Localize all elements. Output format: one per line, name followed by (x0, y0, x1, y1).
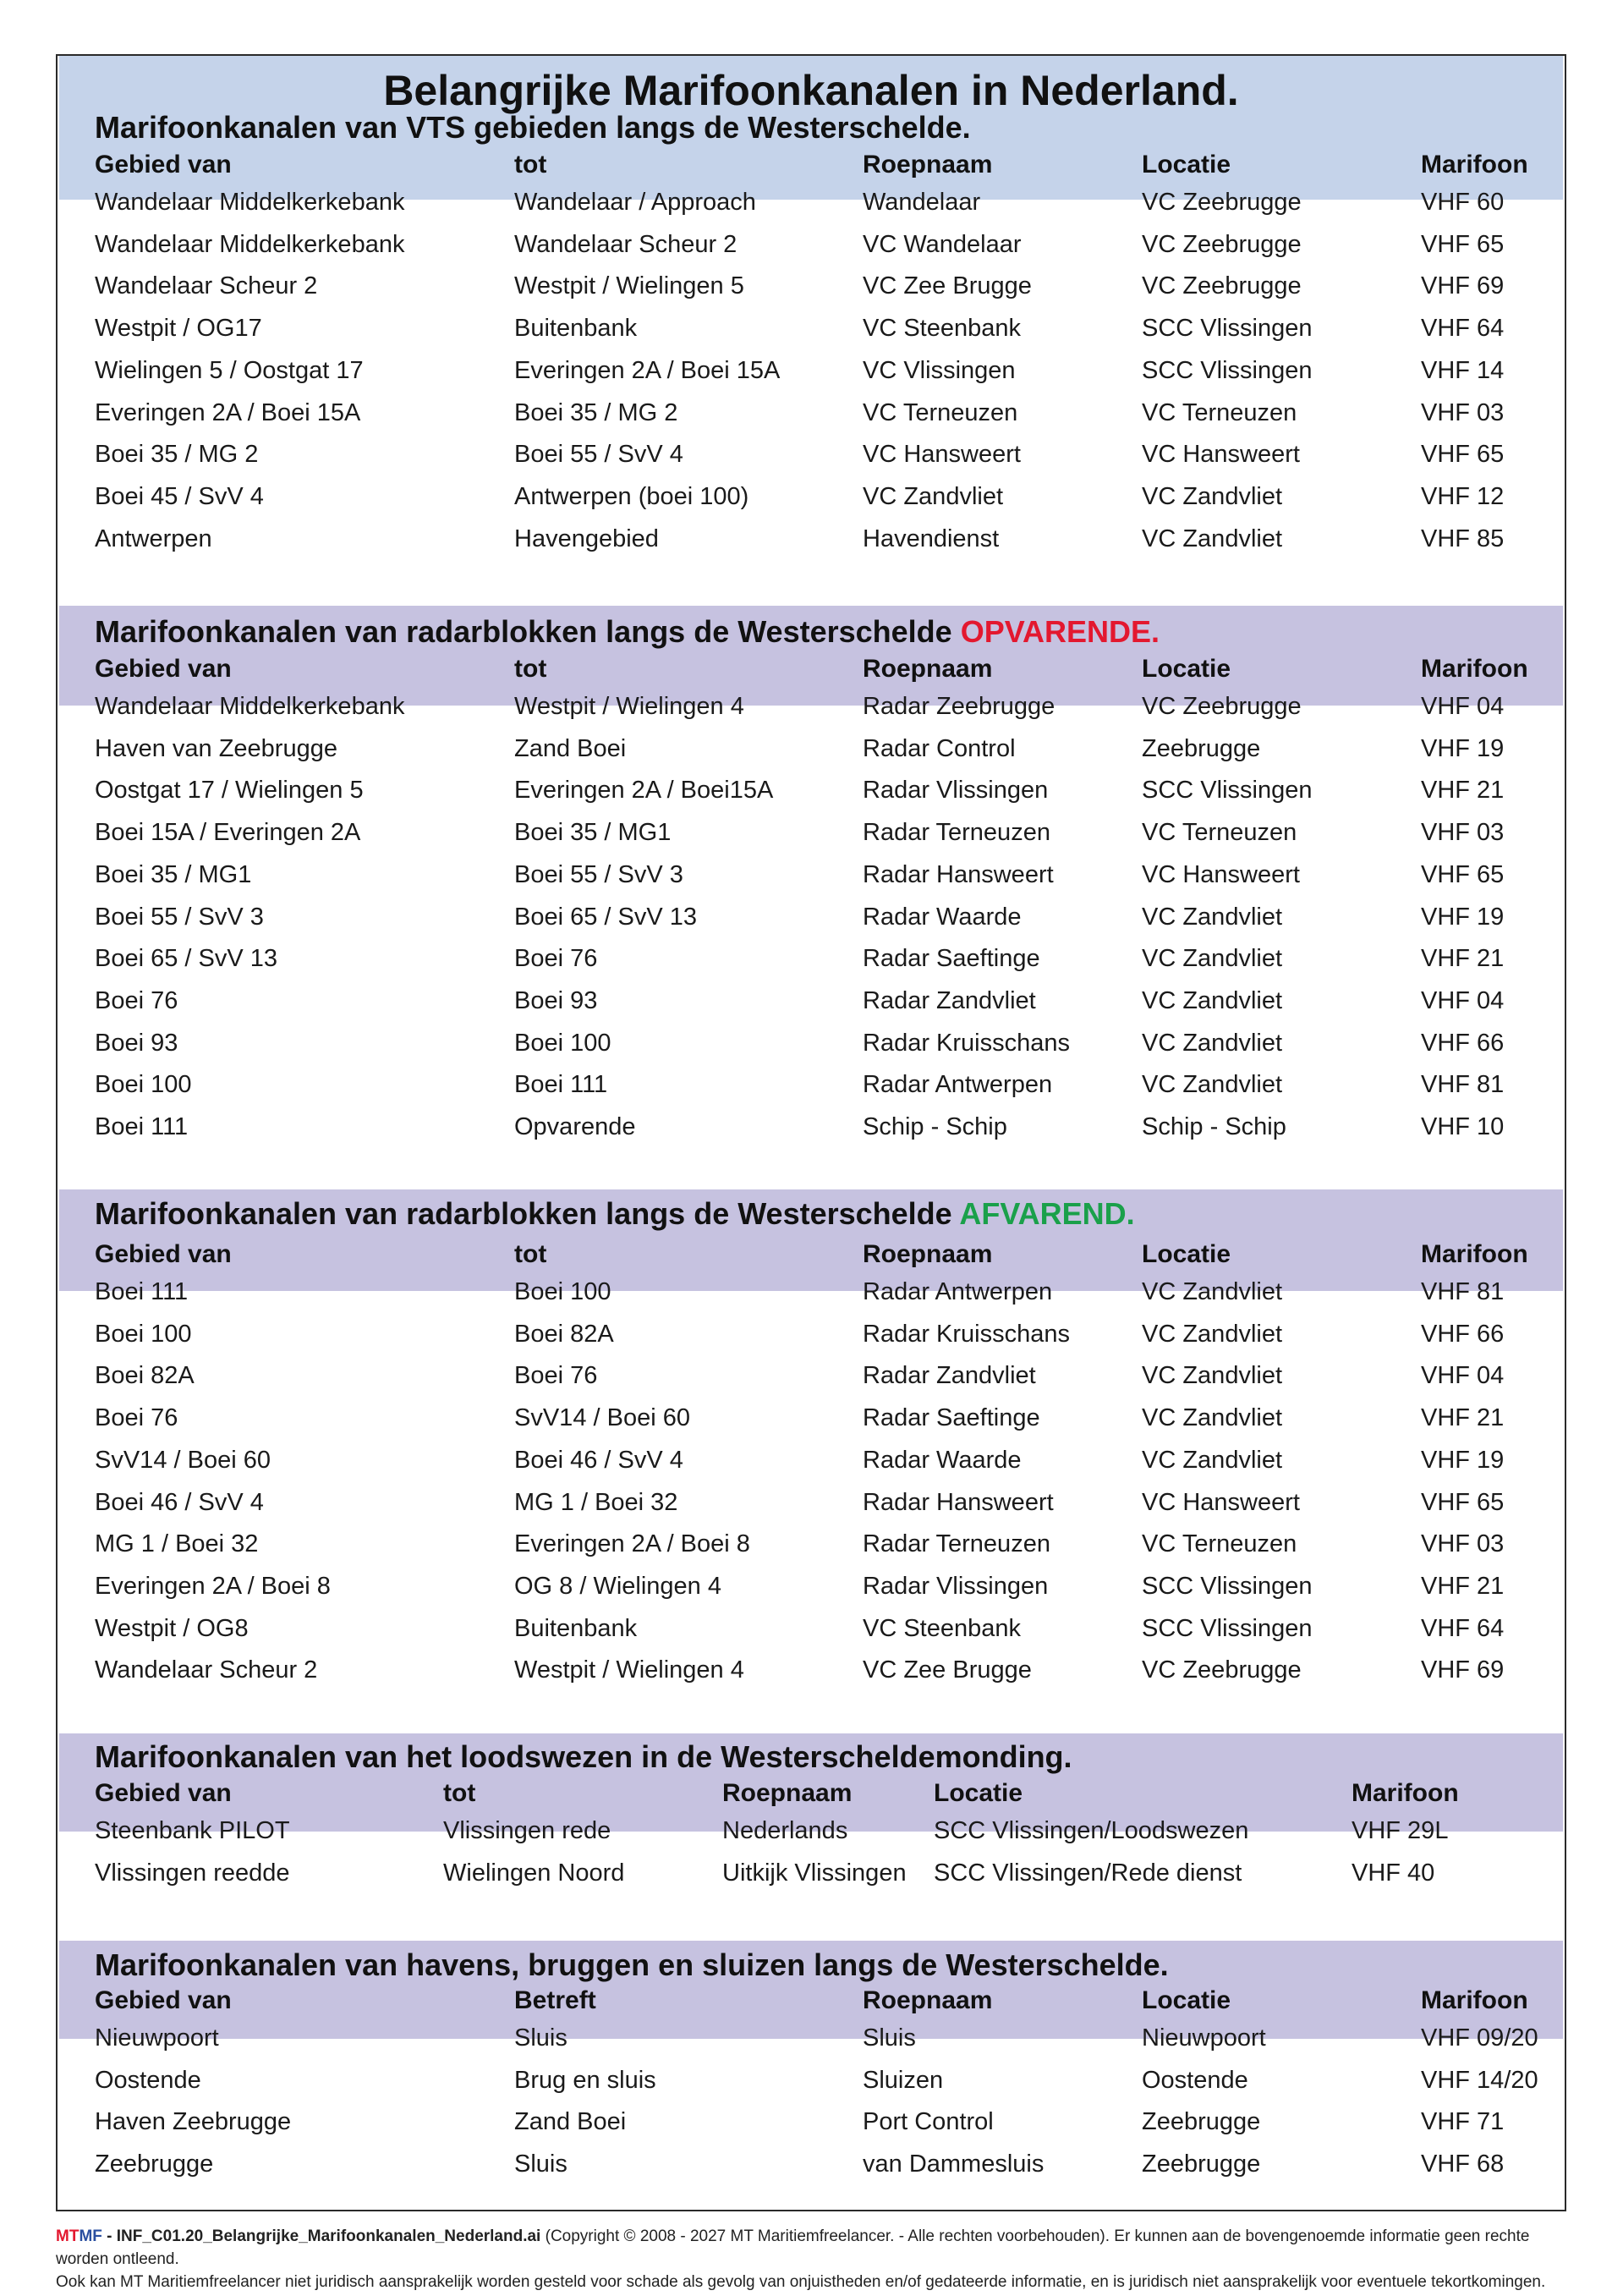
table-cell: VC Zandvliet (1142, 1404, 1283, 1432)
table-cell: Opvarende (514, 1113, 636, 1140)
table-cell: VC Zandvliet (1142, 1446, 1283, 1474)
table-row (58, 1649, 1565, 1691)
table-cell: Boei 76 (514, 1362, 598, 1390)
table-cell: Boei 111 (514, 1071, 608, 1099)
section-title-2 (95, 614, 1160, 650)
table-row (58, 728, 1565, 770)
table-row (58, 1523, 1565, 1565)
table-cell: Westpit / Wielingen 4 (514, 693, 744, 720)
table-cell: VC Zandvliet (1142, 1320, 1283, 1348)
table-row (58, 392, 1565, 434)
table-cell: VHF 14 (1421, 356, 1505, 384)
table-cell: Wielingen Noord (443, 1859, 625, 1887)
table-cell: Boei 100 (95, 1071, 192, 1099)
section-title-text: Marifoonkanalen van VTS gebieden langs de Westerschelde. (95, 110, 971, 145)
table-cell: VC Terneuzen (1142, 398, 1297, 426)
table-cell: VC Zeebrugge (1142, 693, 1302, 720)
column-header: tot (514, 1240, 547, 1268)
table-cell: VHF 71 (1421, 2108, 1505, 2136)
table-cell: Wandelaar Middelkerkebank (95, 693, 405, 720)
table-cell: Radar Antwerpen (863, 1278, 1053, 1305)
table-cell: VC Zandvliet (1142, 482, 1283, 510)
table-cell: VC Terneuzen (1142, 819, 1297, 847)
page-title: Belangrijke Marifoonkanalen in Nederland. (383, 67, 1239, 114)
table-cell: Boei 46 / SvV 4 (514, 1446, 683, 1474)
table-cell: VC Zeebrugge (1142, 189, 1302, 216)
table-cell: VHF 03 (1421, 398, 1505, 426)
table-cell: VHF 60 (1421, 189, 1505, 216)
column-header: Locatie (1142, 151, 1231, 179)
table-cell: Boei 45 / SvV 4 (95, 482, 264, 510)
table-row (58, 1565, 1565, 1607)
column-header: Marifoon (1421, 1240, 1528, 1268)
table-cell: VC Vlissingen (863, 356, 1016, 384)
footer-copyright: (Copyright © 2008 - 2027 MT Maritiemfreelancer. - Alle rechten voorbehouden). Er kunnen aan de bovengenoemde informatie geen rechte worden ontleend. (56, 2227, 1530, 2268)
table-cell: Radar Control (863, 734, 1016, 762)
table-cell: Boei 93 (514, 986, 598, 1014)
table-cell: VC Terneuzen (863, 398, 1018, 426)
table-cell: Radar Antwerpen (863, 1071, 1053, 1099)
table-cell: Oostgat 17 / Wielingen 5 (95, 777, 364, 805)
table-cell: Boei 76 (514, 945, 598, 973)
table-cell: Wandelaar Scheur 2 (514, 230, 737, 258)
table-cell: Schip - Schip (863, 1113, 1007, 1140)
table-cell: VC Zandvliet (1142, 1029, 1283, 1057)
table-cell: Radar Kruisschans (863, 1320, 1070, 1348)
table-cell: Boei 46 / SvV 4 (95, 1488, 264, 1516)
table-cell: Wandelaar Middelkerkebank (95, 230, 405, 258)
table-cell: VC Zeebrugge (1142, 230, 1302, 258)
table-cell: Radar Vlissingen (863, 1572, 1049, 1600)
table-cell: Wandelaar / Approach (514, 189, 756, 216)
table-cell: Radar Kruisschans (863, 1029, 1070, 1057)
table-cell: VC Wandelaar (863, 230, 1022, 258)
table-row (58, 1313, 1565, 1355)
column-header: Gebied van (95, 1986, 232, 2014)
table-cell: Boei 82A (514, 1320, 614, 1348)
table-cell: VHF 65 (1421, 441, 1505, 469)
table-cell: Radar Zeebrugge (863, 693, 1055, 720)
table-cell: Radar Hansweert (863, 1488, 1054, 1516)
column-header: Locatie (934, 1779, 1023, 1807)
table-cell: VC Steenbank (863, 315, 1022, 343)
table-cell: Uitkijk Vlissingen (722, 1859, 907, 1887)
table-cell: Boei 55 / SvV 4 (514, 441, 683, 469)
table-cell: Boei 55 / SvV 3 (95, 903, 264, 931)
column-header: Betreft (514, 1986, 596, 2014)
column-header: Locatie (1142, 1240, 1231, 1268)
table-row (58, 1607, 1565, 1650)
table-row (58, 896, 1565, 938)
table-header-3 (58, 1233, 1565, 1276)
table-cell: VC Zeebrugge (1142, 1656, 1302, 1684)
table-cell: Zand Boei (514, 2108, 627, 2136)
table-cell: VC Terneuzen (1142, 1530, 1297, 1558)
table-cell: Oostende (1142, 2066, 1248, 2094)
table-cell: VHF 10 (1421, 1113, 1505, 1140)
table-cell: SCC Vlissingen/Loodswezen (934, 1817, 1249, 1844)
table-cell: Wandelaar Scheur 2 (95, 1656, 318, 1684)
table-cell: Sluis (863, 2024, 916, 2052)
footer-notice (56, 2225, 1570, 2293)
table-cell: Antwerpen (95, 525, 212, 552)
footer-disclaimer: Ook kan MT Maritiemfreelancer niet juridisch aansprakelijk worden gesteld voor schade als gevolg van onjuistheden en/of gedateerde informatie, en is juridisch niet aansprakelijk voor eventuele tekortkomingen. (56, 2273, 1546, 2291)
column-header: Gebied van (95, 1240, 232, 1268)
section-title-3 (95, 1196, 1135, 1232)
table-cell: SCC Vlissingen (1142, 315, 1313, 343)
table-cell: Oostende (95, 2066, 201, 2094)
section-title-text: Marifoonkanalen van radarblokken langs de Westerschelde (95, 1196, 960, 1231)
table-cell: Wandelaar Middelkerkebank (95, 189, 405, 216)
table-row (58, 1271, 1565, 1313)
column-header: tot (514, 151, 547, 179)
table-cell: Nieuwpoort (95, 2024, 219, 2052)
table-cell: Everingen 2A / Boei15A (514, 777, 774, 805)
table-cell: Westpit / Wielingen 4 (514, 1656, 744, 1684)
table-cell: VHF 04 (1421, 693, 1505, 720)
table-row (58, 854, 1565, 896)
table-cell: VC Zee Brugge (863, 272, 1032, 300)
table-cell: VHF 21 (1421, 1404, 1505, 1432)
table-cell: Vlissingen reedde (95, 1859, 290, 1887)
table-cell: Boei 111 (95, 1278, 189, 1305)
table-cell: Westpit / OG17 (95, 315, 262, 343)
table-row (58, 1354, 1565, 1397)
table-cell: Radar Saeftinge (863, 1404, 1040, 1432)
table-row (58, 980, 1565, 1022)
table-cell: Boei 55 / SvV 3 (514, 860, 683, 888)
column-header: tot (514, 655, 547, 683)
table-cell: Nieuwpoort (1142, 2024, 1266, 2052)
table-row (58, 518, 1565, 560)
table-cell: VC Zandvliet (863, 482, 1004, 510)
section-title-accent: AFVAREND. (959, 1196, 1135, 1231)
section-title-text: Marifoonkanalen van het loodswezen in de Westerscheldemonding. (95, 1739, 1072, 1774)
table-cell: SvV14 / Boei 60 (95, 1446, 271, 1474)
table-cell: VHF 64 (1421, 315, 1505, 343)
table-cell: VHF 65 (1421, 860, 1505, 888)
table-cell: Zeebrugge (95, 2150, 214, 2178)
table-cell: SvV14 / Boei 60 (514, 1404, 690, 1432)
table-row (58, 937, 1565, 980)
table-cell: SCC Vlissingen (1142, 356, 1313, 384)
table-row (58, 349, 1565, 392)
table-cell: Boei 65 / SvV 13 (95, 945, 278, 973)
table-cell: Boei 35 / MG 2 (514, 398, 678, 426)
table-row (58, 223, 1565, 266)
table-row (58, 1106, 1565, 1148)
table-cell: Radar Zandvliet (863, 986, 1036, 1014)
table-cell: VHF 85 (1421, 525, 1505, 552)
table-cell: Nederlands (722, 1817, 848, 1844)
table-cell: Radar Vlissingen (863, 777, 1049, 805)
table-cell: Everingen 2A / Boei 8 (95, 1572, 331, 1600)
table-cell: VHF 68 (1421, 2150, 1505, 2178)
table-cell: Zand Boei (514, 734, 627, 762)
table-cell: Brug en sluis (514, 2066, 656, 2094)
table-cell: VC Hansweert (1142, 441, 1300, 469)
table-cell: Havendienst (863, 525, 1000, 552)
section-title-1 (95, 110, 971, 146)
table-cell: SCC Vlissingen (1142, 1614, 1313, 1642)
table-cell: VHF 09/20 (1421, 2024, 1538, 2052)
column-header: Gebied van (95, 655, 232, 683)
table-cell: Boei 93 (95, 1029, 178, 1057)
table-cell: Havengebied (514, 525, 659, 552)
table-row (58, 2017, 1565, 2059)
table-cell: VHF 21 (1421, 777, 1505, 805)
table-header-5 (58, 1980, 1565, 2022)
table-cell: VHF 66 (1421, 1320, 1505, 1348)
table-row (58, 2101, 1565, 2143)
table-cell: VHF 65 (1421, 230, 1505, 258)
table-cell: VHF 21 (1421, 945, 1505, 973)
column-header: Roepnaam (863, 655, 993, 683)
column-header: Locatie (1142, 655, 1231, 683)
table-cell: Boei 76 (95, 1404, 178, 1432)
table-cell: VHF 66 (1421, 1029, 1505, 1057)
table-cell: Vlissingen rede (443, 1817, 611, 1844)
table-cell: VHF 64 (1421, 1614, 1505, 1642)
section-title-text: Marifoonkanalen van radarblokken langs de Westerschelde (95, 614, 961, 649)
table-cell: Wielingen 5 / Oostgat 17 (95, 356, 364, 384)
table-cell: VC Zandvliet (1142, 1362, 1283, 1390)
table-cell: VHF 21 (1421, 1572, 1505, 1600)
table-cell: Port Control (863, 2108, 994, 2136)
table-row (58, 1481, 1565, 1524)
table-cell: Wandelaar (863, 189, 981, 216)
table-cell: VHF 81 (1421, 1278, 1505, 1305)
table-cell: VHF 04 (1421, 986, 1505, 1014)
section-title-4 (95, 1739, 1072, 1775)
table-cell: MG 1 / Boei 32 (95, 1530, 259, 1558)
table-cell: Boei 100 (514, 1029, 611, 1057)
table-cell: VC Hansweert (863, 441, 1021, 469)
column-header: Locatie (1142, 1986, 1231, 2014)
table-cell: VC Hansweert (1142, 1488, 1300, 1516)
table-cell: Boei 65 / SvV 13 (514, 903, 698, 931)
table-cell: VC Zandvliet (1142, 1278, 1283, 1305)
table-cell: Radar Zandvliet (863, 1362, 1036, 1390)
table-cell: VHF 19 (1421, 1446, 1505, 1474)
table-cell: Boei 82A (95, 1362, 195, 1390)
table-cell: VHF 40 (1352, 1859, 1435, 1887)
table-row (58, 2143, 1565, 2185)
table-cell: Zeebrugge (1142, 2108, 1261, 2136)
section-title-text: Marifoonkanalen van havens, bruggen en sluizen langs de Westerschelde. (95, 1947, 1169, 1982)
table-cell: VHF 19 (1421, 734, 1505, 762)
table-cell: SCC Vlissingen/Rede dienst (934, 1859, 1242, 1887)
table-row (58, 1439, 1565, 1481)
table-cell: Sluis (514, 2024, 568, 2052)
table-header-4 (58, 1772, 1565, 1815)
column-header: Marifoon (1352, 1779, 1459, 1807)
column-header: Roepnaam (863, 1986, 993, 2014)
table-cell: Boei 111 (95, 1113, 189, 1140)
table-cell: VHF 29L (1352, 1817, 1449, 1844)
column-header: tot (443, 1779, 476, 1807)
table-cell: Radar Terneuzen (863, 1530, 1050, 1558)
table-row (58, 181, 1565, 223)
table-row (58, 811, 1565, 854)
table-cell: Zeebrugge (1142, 2150, 1261, 2178)
table-cell: Radar Terneuzen (863, 819, 1050, 847)
table-cell: Haven van Zeebrugge (95, 734, 337, 762)
column-header: Marifoon (1421, 1986, 1528, 2014)
table-cell: Boei 100 (95, 1320, 192, 1348)
table-cell: VHF 19 (1421, 903, 1505, 931)
table-cell: Zeebrugge (1142, 734, 1261, 762)
table-row (58, 1397, 1565, 1439)
footer-file-tag: - INF_C01.20_Belangrijke_Marifoonkanalen_Nederland.ai (101, 2227, 541, 2245)
table-cell: Westpit / Wielingen 5 (514, 272, 744, 300)
table-cell: VHF 04 (1421, 1362, 1505, 1390)
column-header: Gebied van (95, 1779, 232, 1807)
table-row (58, 1063, 1565, 1106)
table-cell: VHF 03 (1421, 819, 1505, 847)
table-cell: Boei 100 (514, 1278, 611, 1305)
table-cell: Boei 35 / MG1 (95, 860, 252, 888)
table-cell: Boei 35 / MG1 (514, 819, 672, 847)
table-cell: VC Zeebrugge (1142, 272, 1302, 300)
table-row (58, 685, 1565, 728)
table-cell: VHF 65 (1421, 1488, 1505, 1516)
table-cell: SCC Vlissingen (1142, 1572, 1313, 1600)
table-cell: VC Zandvliet (1142, 945, 1283, 973)
table-cell: VHF 12 (1421, 482, 1505, 510)
table-cell: Radar Hansweert (863, 860, 1054, 888)
table-cell: VC Hansweert (1142, 860, 1300, 888)
table-cell: VC Zandvliet (1142, 986, 1283, 1014)
table-cell: SCC Vlissingen (1142, 777, 1313, 805)
section-title-accent: OPVARENDE. (960, 614, 1160, 649)
table-row (58, 307, 1565, 349)
table-cell: VC Zee Brugge (863, 1656, 1032, 1684)
table-cell: Boei 15A / Everingen 2A (95, 819, 361, 847)
table-cell: Everingen 2A / Boei 15A (514, 356, 781, 384)
table-cell: Buitenbank (514, 315, 638, 343)
table-row (58, 769, 1565, 811)
table-cell: Westpit / OG8 (95, 1614, 249, 1642)
column-header: Roepnaam (863, 1240, 993, 1268)
column-header: Marifoon (1421, 151, 1528, 179)
table-cell: Everingen 2A / Boei 15A (95, 398, 361, 426)
table-cell: VHF 03 (1421, 1530, 1505, 1558)
table-cell: VHF 69 (1421, 272, 1505, 300)
table-row (58, 265, 1565, 307)
document-frame (56, 54, 1566, 2211)
table-cell: Boei 35 / MG 2 (95, 441, 259, 469)
table-cell: Radar Waarde (863, 903, 1022, 931)
table-cell: VC Steenbank (863, 1614, 1022, 1642)
table-cell: Everingen 2A / Boei 8 (514, 1530, 750, 1558)
table-row (58, 1852, 1565, 1894)
table-row (58, 1022, 1565, 1064)
table-cell: Buitenbank (514, 1614, 638, 1642)
table-cell: OG 8 / Wielingen 4 (514, 1572, 721, 1600)
table-cell: VC Zandvliet (1142, 1071, 1283, 1099)
table-header-2 (58, 648, 1565, 690)
table-cell: VHF 14/20 (1421, 2066, 1538, 2094)
table-cell: Antwerpen (boei 100) (514, 482, 749, 510)
table-cell: VC Zandvliet (1142, 903, 1283, 931)
table-cell: Haven Zeebrugge (95, 2108, 292, 2136)
table-cell: Sluis (514, 2150, 568, 2178)
table-cell: MG 1 / Boei 32 (514, 1488, 678, 1516)
column-header: Roepnaam (863, 151, 993, 179)
table-cell: Boei 76 (95, 986, 178, 1014)
footer-brand-mf: MF (79, 2227, 102, 2245)
table-cell: Sluizen (863, 2066, 944, 2094)
table-cell: VHF 69 (1421, 1656, 1505, 1684)
table-cell: van Dammesluis (863, 2150, 1045, 2178)
table-cell: Schip - Schip (1142, 1113, 1286, 1140)
table-row (58, 475, 1565, 518)
table-cell: Radar Waarde (863, 1446, 1022, 1474)
table-row (58, 433, 1565, 475)
table-cell: Radar Saeftinge (863, 945, 1040, 973)
table-cell: VC Zandvliet (1142, 525, 1283, 552)
column-header: Roepnaam (722, 1779, 853, 1807)
table-cell: VHF 81 (1421, 1071, 1505, 1099)
table-row (58, 1810, 1565, 1852)
table-cell: Steenbank PILOT (95, 1817, 290, 1844)
column-header: Gebied van (95, 151, 232, 179)
table-row (58, 2059, 1565, 2101)
column-header: Marifoon (1421, 655, 1528, 683)
section-title-5 (95, 1947, 1169, 1983)
footer-brand-mt: MT (56, 2227, 80, 2245)
table-header-1 (58, 144, 1565, 186)
table-cell: Wandelaar Scheur 2 (95, 272, 318, 300)
